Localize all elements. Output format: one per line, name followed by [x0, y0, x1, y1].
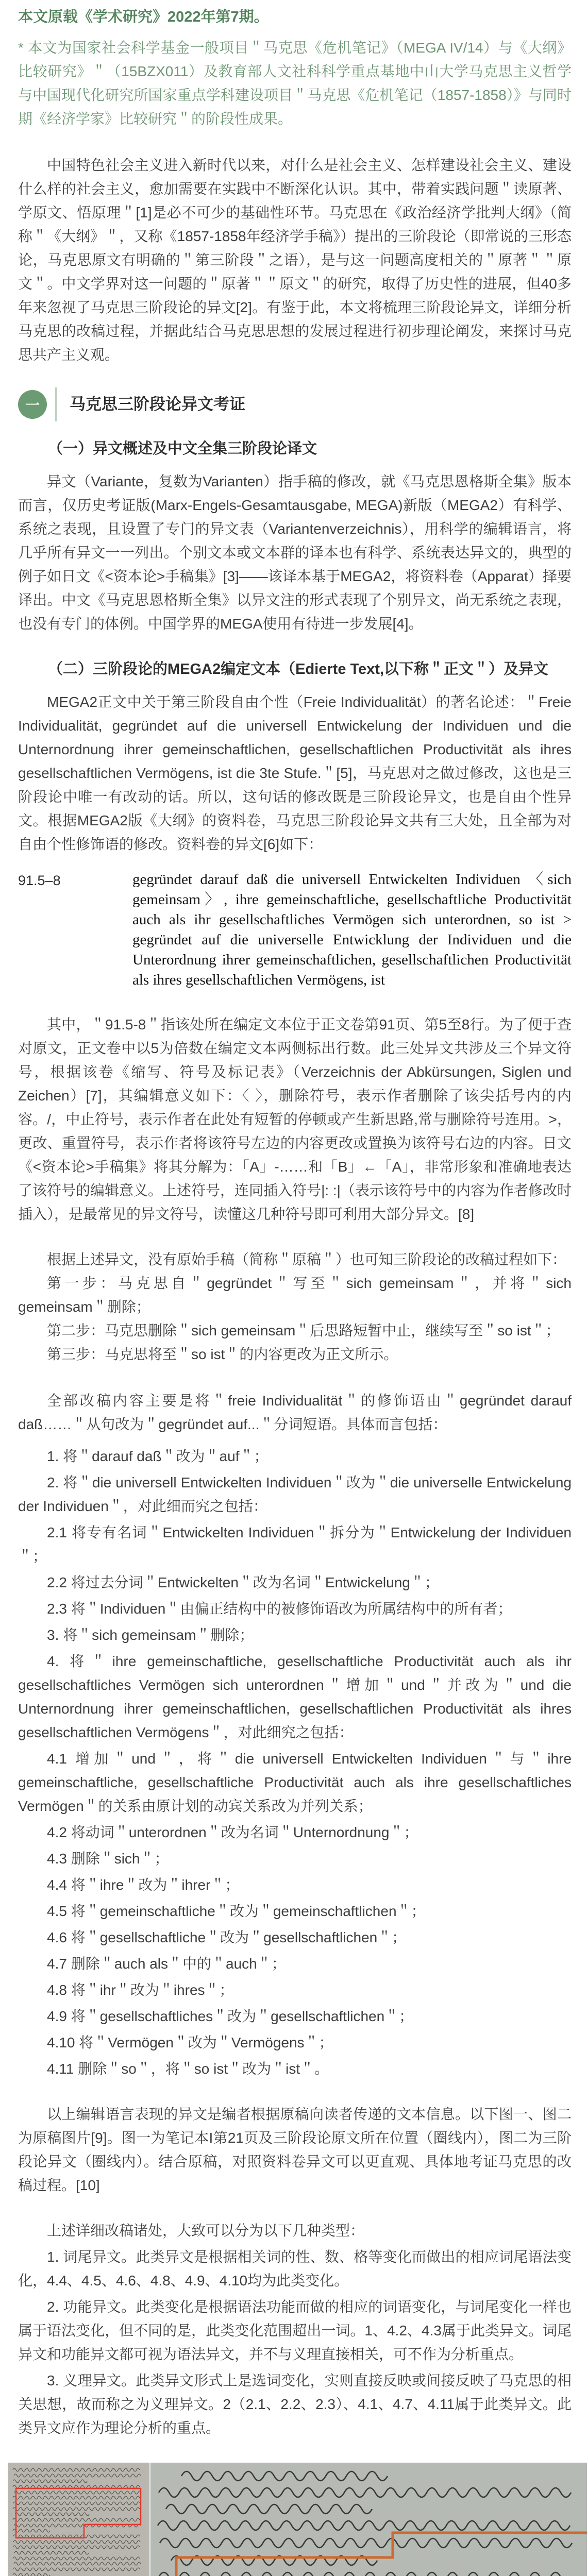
subsection-1-paragraph: 异文（Variante，复数为Varianten）指手稿的修改，就《马克思恩格斯全集》版本而言，仅历史考证版(Marx-Engels-Gesamtausgabe, MEGA)新版（MEGA2）有科学、系统之表现，且设置了专门的异文表（Variantenverzeichnis），用科学的编辑语言，将几乎所有异文一一列出。个别文本或文本群的译本也有科学、系统表达异文的，典型的例子如日文《<资本论>手稿集》[3]——该译本基于MEGA2，将资料卷（Apparat）择要译出。中文《马克思恩格斯全集》以异文注的形式表现了个别异文，尚无系统之表现，也没有专门的体例。中国学界的MEGA使用有待进一步发展[4]。 [18, 473, 572, 632]
source-note: 本文原载《学术研究》2022年第7期。 [18, 9, 269, 25]
manuscript-figures [8, 2463, 587, 2576]
change-item: 3. 将＂sich gemeinsam＂删除； [47, 1627, 254, 1643]
types-intro: 上述详细改稿诸处，大致可以分为以下几种类型： [47, 2223, 365, 2239]
revision-step-1: 第一步：马克思自＂gegründet＂写至＂sich gemeinsam＂，并将＂sich gemeinsam＂删除； [18, 1275, 572, 1315]
type-item: 1. 词尾异文。此类异文是根据相关词的性、数、格等变化而做出的相应词尾语法变化，4.4、4.5、4.6、4.8、4.9、4.10均为此类变化。 [18, 2249, 572, 2289]
revision-step-3: 第三步：马克思将至＂so ist＂的内容更改为正文所示。 [47, 1346, 398, 1362]
subsection-1-title: （一）异文概述及中文全集三阶段论译文 [48, 440, 317, 457]
section-number-badge: 一 [18, 390, 47, 419]
change-item: 4.9 将＂gesellschaftliches＂改为＂gesellschaftlichen＂； [47, 2008, 414, 2024]
type-item: 3. 义理异文。此类异文形式上是选词变化，实则直接反映或间接反映了马克思的相关思想，故而称之为义理异文。2（2.1、2.2、2.3）、4.1、4.7、4.11属于此类异文。此类异文应作为理论分析的重点。 [18, 2372, 572, 2436]
change-item: 4.11 删除＂so＂，将＂so ist＂改为＂ist＂。 [47, 2061, 329, 2077]
changes-intro: 全部改稿内容主要是将＂freie Individualität＂的修饰语由＂gegründet darauf daß……＂从句改为＂gegründet auf...＂分词短语。具体而言包括： [18, 1393, 572, 1432]
change-item: 4.3 删除＂sich＂； [47, 1851, 169, 1867]
figure-1-manuscript-page-image [8, 2463, 149, 2576]
variant-quote-block [18, 870, 572, 990]
change-item: 2.2 将过去分词＂Entwickelten＂改为名词＂Entwickelung＂； [47, 1574, 439, 1590]
type-item: 2. 功能异文。此类变化是根据语法功能而做的相应的词语变化，与词尾变化一样也属于语法变化，但不同的是，此类变化范围超出一词。1、4.2、4.3属于此类异文。词尾异文和功能异文都可视为语法异文，并不与义理直接相关，可不作为分析重点。 [18, 2299, 572, 2362]
section-rule [55, 387, 57, 421]
variant-explanation-paragraph: 其中，＂91.5-8＂指该处所在编定文本位于正文卷第91页、第5至8行。为了便于查对原文，正文卷中以5为倍数在编定文本两侧标出行数。此三处异文共涉及三个异文符号，根据该卷《缩写、符号及标记表》（Verzeichnis der Abkürsungen, Siglen und Zeichen）[7]，其编辑意义如下：〈 〉，删除符号，表示作者删除了该尖括号内的内容。/，中止符号，表示作者在此处有短暂的停顿或产生新思路,常与删除符号连用。>，更改、重置符号，表示作者将该符号左边的内容更改或置换为该符号右边的内容。日文《<资本论>手稿集》将其分解为：「A」-……和「B」←「A」，非常形象和准确地表达了该符号的编辑意义。上述符号，连同插入符号|: :|（表示该符号中的内容为作者修改时插入），是最常见的异文符号，读懂这几种符号即可利用大部分异文。[8] [18, 1016, 572, 1222]
intro-paragraph: 中国特色社会主义进入新时代以来，对什么是社会主义、怎样建设社会主义、建设什么样的社会主义，愈加需要在实践中不断深化认识。其中，带着实践问题＂读原著、学原文、悟原理＂[1]是必不可少的基础性环节。马克思在《政治经济学批判大纲》（简称＂《大纲》＂，又称《1857-1858年经济学手稿》）提出的三阶段论（即常说的三形态论，马克思原文有明确的＂第三阶段＂之语），是与这一问题高度相关的＂原著＂＂原文＂。中文学界对这一问题的＂原著＂＂原文＂的研究，取得了历史性的进展，但40多年来忽视了马克思三阶段论的异文[2]。有鉴于此，本文将梳理三阶段论异文，详细分析马克思的改稿过程，并据此结合马克思思想的发展过程进行初步理论阐发，来探讨马克思共产主义观。 [18, 157, 572, 363]
variant-locator: 91.5–8 [18, 873, 61, 888]
funding-note: * 本文为国家社会科学基金一般项目＂马克思《危机笔记》（MEGA IV/14）与《大纲》比较研究》＂（15BZX011）及教育部人文社科科学重点基地中山大学马克思主义哲学与中国现代化研究所国家重点学科建设项目＂马克思《危机笔记（1857-1858）》与同时期《经济学家》比较研究＂的阶段性成果。 [18, 40, 572, 127]
variant-german-text: gegründet darauf daß die universell Entwickelten Individuen 〈sich gemeinsam〉, ihre gemeinschaftliche, gesellschaftliche Productivität auch als ihr gesellschaftliches Vermögen sich unterordnen, so ist > gegründet auf die universelle Entwicklung der Individuen und die Unterordnung ihrer gemeinschaftlichen, gesellschaftlichen Productivität als ihres gesellschaftlichen Vermögens, ist [132, 871, 572, 988]
change-item: 4.2 将动词＂unterordnen＂改为名词＂Unternordnung＂； [47, 1824, 418, 1840]
figures-note-paragraph: 以上编辑语言表现的异文是编者根据原稿向读者传递的文本信息。以下图一、图二为原稿图片[9]。图一为笔记本I第21页及三阶段论原文所在位置（圈线内），图二为三阶段论异文（圈线内）。结合原稿，对照资料卷异文可以更直观、具体地考证马克思的改稿过程。[10] [18, 2106, 572, 2193]
change-item: 4.4 将＂ihre＂改为＂ihrer＂； [47, 1877, 240, 1893]
revision-step-2: 第二步：马克思删除＂sich gemeinsam＂后思路短暂中止，继续写至＂so ist＂； [47, 1323, 560, 1338]
change-item: 4.7 删除＂auch als＂中的＂auch＂； [47, 1956, 286, 1972]
revision-intro: 根据上述异文，没有原始手稿（简称＂原稿＂）也可知三阶段论的改稿过程如下： [47, 1251, 567, 1267]
change-item: 1. 将＂darauf daß＂改为＂auf＂； [47, 1448, 269, 1464]
change-item: 4.1 增加＂und＂，将＂die universell Entwickelten Individuen＂与＂ihre gemeinschaftliche, gesellschaftliche Productivität auch als ihre gesellschaftliches Vermögen＂的关系由原计划的动宾关系改为并列关系； [18, 1751, 572, 1814]
section-title: 马克思三阶段论异文考证 [70, 395, 245, 414]
section-header [18, 387, 572, 421]
change-item: 2. 将＂die universell Entwickelten Individuen＂改为＂die universelle Entwickelung der Individuen＂，对此细而究之包括： [18, 1475, 572, 1514]
change-item: 4.6 将＂gesellschaftliche＂改为＂gesellschaftlichen＂； [47, 1929, 407, 1945]
figure-2-manuscript-closeup-image [150, 2463, 587, 2576]
subsection-2-title: （二）三阶段论的MEGA2编定文本（Edierte Text,以下称＂正文＂）及异文 [48, 661, 549, 677]
change-item: 4.10 将＂Vermögen＂改为＂Vermögens＂； [47, 2035, 333, 2050]
change-item: 2.1 将专有名词＂Entwickelten Individuen＂拆分为＂Entwickelung der Individuen＂； [18, 1524, 572, 1564]
change-item: 2.3 将＂Individuen＂由偏正结构中的被修饰语改为所属结构中的所有者； [47, 1601, 512, 1617]
change-item: 4.8 将＂ihr＂改为＂ihres＂； [47, 1982, 234, 1998]
change-item: 4. 将＂ihre gemeinschaftliche, gesellschaftliche Productivität auch als ihr gesellschaftliches Vermögen sich unterordnen＂增加＂und＂并改为＂und die Unternordnung ihrer gemeinschaftlichen, gesellschaftlichen Productivität als ihres gesellschaftlichen Vermögens＂，对此细究之包括： [18, 1653, 572, 1740]
change-item: 4.5 将＂gemeinschaftliche＂改为＂gemeinschaftlichen＂； [47, 1903, 426, 1919]
subsection-2-paragraph: MEGA2正文中关于第三阶段自由个性（Freie Individualität）的著名论述：＂Freie Individualität, gegründet auf die universell Entwickelung der Individuen und die Unternordnung ihrer gemeinschaftlichen, gesellschaftlichen Productivität als ihres gesellschaftlichen Vermögens, ist die 3te Stufe.＂[5]，马克思对之做过修改，这也是三阶段论中唯一有改动的话。所以，这句话的修改既是三阶段论异文，也是自由个性异文。根据MEGA2版《大纲》的资料卷，马克思三阶段论异文共有三大处，且全部为对自由个性修饰语的修改。资料卷的异文[6]如下： [18, 694, 572, 852]
